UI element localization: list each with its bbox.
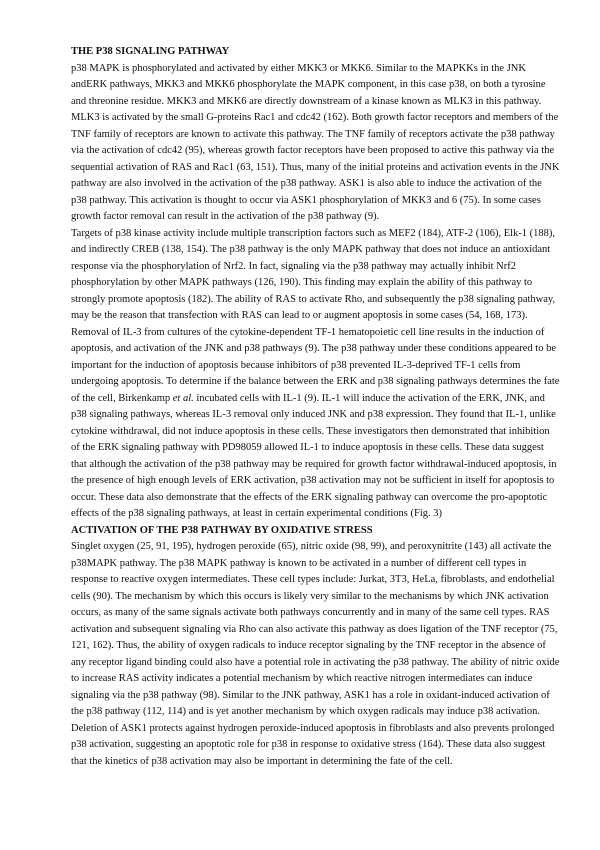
paragraph-p38-targets-part2: incubated cells with IL-1 (9). IL-1 will induce the activation of the ERK, JNK, and p38 signaling pathways, whereas IL-3 removal only induced JNK and p38 expression. They found that IL-1, unlike cytokine withdrawal, did not induce apoptosis in these cells. These investigators then demonstrated that inhibition of the ERK signaling pathway with PD98059 allowed IL-1 to induce apoptosis in these cells. These data suggest that although the activation of the p38 pathway may be required for growth factor withdrawal-induced apoptosis, in the presence of high enough levels of ERK activation, p38 activation may not be sufficient in itself for apoptosis to occur. These data also demonstrate that the effects of the ERK signaling pathway can overcome the pro-apoptotic effects of the p38 signaling pathways, at least in certain experimental conditions (Fig. 3) bbox=[71, 392, 557, 519]
et-al-italic: et al. bbox=[172, 392, 194, 404]
section-heading-oxidative-stress: ACTIVATION OF THE P38 PATHWAY BY OXIDATIVE STRESS bbox=[71, 524, 373, 536]
paragraph-oxidative-stress: Singlet oxygen (25, 91, 195), hydrogen peroxide (65), nitric oxide (98, 99), and peroxynitrite (143) all activate the p38MAPK pathway. The p38 MAPK pathway is known to be activated in a number of different cell types in response to reactive oxygen intermediates. These cell types include: Jurkat, 3T3, HeLa, fibroblasts, and endothelial cells (90). The mechanism by which this occurs is likely very similar to the mechanisms by which JNK activation occurs, as many of the same signals activate both pathways concurrently and in many of the same cell types. RAS activation and subsequent signaling via Rho can also activate this pathway as does ligation of the TNF receptor (75, 121, 162). Thus, the ability of oxygen radicals to induce receptor signaling by the TNF receptor in the absence of any receptor ligand binding could also have a potential role in activating the p38 pathway. The ability of nitric oxide to increase RAS activity indicates a potential mechanism by which reactive nitrogen intermediates can induce signaling via the p38 pathway (98). Similar to the JNK pathway, ASK1 has a role in oxidant-induced activation of the p38 pathway (112, 114) and is yet another mechanism by which oxygen radicals may induce p38 activation. Deletion of ASK1 protects against hydrogen peroxide-induced apoptosis in fibroblasts and also prevents prolonged p38 activation, suggesting an apoptotic role for p38 in response to oxidative stress (164). These data also suggest that the kinetics of p38 activation may also be important in determining the fate of the cell. bbox=[71, 541, 560, 767]
section-heading-p38-pathway: THE P38 SIGNALING PATHWAY bbox=[71, 46, 230, 57]
paragraph-p38-activation: p38 MAPK is phosphorylated and activated by either MKK3 or MKK6. Similar to the MAPKKs in the JNK andERK pathways, MKK3 and MKK6 phosphorylate the MAPK component, in this case p38, on both a tyrosine and threonine residue. MKK3 and MKK6 are directly downstream of a kinase known as MLK3 in this pathway. MLK3 is activated by the small G-proteins Rac1 and cdc42 (162). Both growth factor receptors and members of the TNF family of receptors are known to activate this pathway. The TNF family of receptors activate the p38 pathway via the activation of cdc42 (95), whereas growth factor receptors have been proposed to active this pathway via the sequential activation of RAS and Rac1 (63, 151). Thus, many of the initial proteins and activation events in the JNK pathway are also involved in the activation of the p38 pathway. ASK1 is also able to induce the activation of the p38 pathway. This activation is thought to occur via ASK1 phosphorylation of MKK3 and 6 (75). In some cases growth factor removal can result in the activation of the p38 pathway (9). bbox=[71, 62, 560, 222]
paragraph-p38-targets-part1: Targets of p38 kinase activity include multiple transcription factors such as MEF2 (184), ATF-2 (106), Elk-1 (188), and indirectly CREB (138, 154). The p38 pathway is the only MAPK pathway that does not induce an antioxidant response via the phosphorylation of Nrf2. In fact, signaling via the p38 pathway may actually inhibit Nrf2 phosphorylation by other MAPK pathways (126, 190). This finding may explain the ability of this pathway to strongly promote apoptosis (182). The ability of RAS to activate Rho, and subsequently the p38 signaling pathway, may be the reason that transfection with RAS can lead to or augment apoptosis in some cases (54, 168, 173). Removal of IL-3 from cultures of the cytokine-dependent TF-1 hematopoietic cell line results in the induction of apoptosis, and activation of the JNK and p38 pathways (9). The p38 pathway under these conditions appeared to be important for the induction of apoptosis because inhibitors of p38 prevented IL-3-deprived TF-1 cells from undergoing apoptosis. To determine if the balance between the ERK and p38 signaling pathways determines the fate of the cell, Birkenkamp bbox=[71, 227, 560, 404]
paragraph-p38-targets bbox=[71, 226, 560, 523]
